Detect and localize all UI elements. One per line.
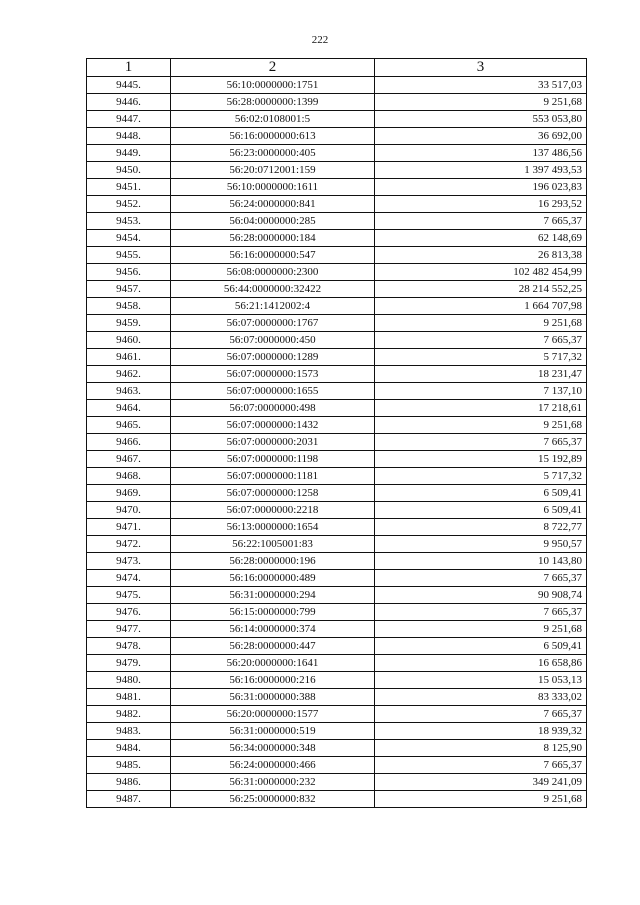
row-number: 9455.: [87, 247, 171, 264]
table-row: [87, 400, 587, 417]
cadastral-value: 7 665,37: [375, 434, 587, 451]
table-row: [87, 723, 587, 740]
cadastral-number: 56:24:0000000:466: [171, 757, 375, 774]
row-number: 9452.: [87, 196, 171, 213]
table-row: [87, 672, 587, 689]
row-number: 9485.: [87, 757, 171, 774]
cadastral-value: 7 137,10: [375, 383, 587, 400]
cadastral-value: 62 148,69: [375, 230, 587, 247]
cadastral-value: 8 125,90: [375, 740, 587, 757]
cadastral-number: 56:44:0000000:32422: [171, 281, 375, 298]
row-number: 9446.: [87, 94, 171, 111]
cadastral-number: 56:31:0000000:519: [171, 723, 375, 740]
cadastral-value: 15 053,13: [375, 672, 587, 689]
cadastral-number: 56:13:0000000:1654: [171, 519, 375, 536]
cadastral-number: 56:28:0000000:447: [171, 638, 375, 655]
row-number: 9454.: [87, 230, 171, 247]
cadastral-number: 56:21:1412002:4: [171, 298, 375, 315]
cadastral-number: 56:20:0000000:1641: [171, 655, 375, 672]
header-row: [87, 59, 587, 77]
cadastral-value: 36 692,00: [375, 128, 587, 145]
row-number: 9450.: [87, 162, 171, 179]
cadastral-number: 56:24:0000000:841: [171, 196, 375, 213]
table-body: [87, 77, 587, 808]
table-row: [87, 230, 587, 247]
cadastral-value: 553 053,80: [375, 111, 587, 128]
row-number: 9475.: [87, 587, 171, 604]
row-number: 9484.: [87, 740, 171, 757]
cadastral-value: 9 251,68: [375, 94, 587, 111]
row-number: 9456.: [87, 264, 171, 281]
cadastral-value: 9 251,68: [375, 791, 587, 808]
table-row: [87, 553, 587, 570]
cadastral-number: 56:16:0000000:547: [171, 247, 375, 264]
cadastral-value: 137 486,56: [375, 145, 587, 162]
table-row: [87, 757, 587, 774]
cadastral-number: 56:20:0000000:1577: [171, 706, 375, 723]
row-number: 9479.: [87, 655, 171, 672]
row-number: 9466.: [87, 434, 171, 451]
cadastral-value: 196 023,83: [375, 179, 587, 196]
table-row: [87, 315, 587, 332]
cadastral-number: 56:34:0000000:348: [171, 740, 375, 757]
cadastral-value: 18 939,32: [375, 723, 587, 740]
column-header-3: 3: [375, 59, 587, 77]
table-row: [87, 502, 587, 519]
cadastral-number: 56:28:0000000:196: [171, 553, 375, 570]
cadastral-value: 102 482 454,99: [375, 264, 587, 281]
cadastral-number: 56:16:0000000:216: [171, 672, 375, 689]
row-number: 9473.: [87, 553, 171, 570]
row-number: 9459.: [87, 315, 171, 332]
table-row: [87, 179, 587, 196]
cadastral-value: 7 665,37: [375, 604, 587, 621]
row-number: 9470.: [87, 502, 171, 519]
table-row: [87, 111, 587, 128]
row-number: 9447.: [87, 111, 171, 128]
column-header-1: 1: [87, 59, 171, 77]
row-number: 9476.: [87, 604, 171, 621]
cadastral-number: 56:07:0000000:1258: [171, 485, 375, 502]
cadastral-number: 56:02:0108001:5: [171, 111, 375, 128]
table-row: [87, 298, 587, 315]
cadastral-value: 7 665,37: [375, 213, 587, 230]
cadastral-number: 56:16:0000000:489: [171, 570, 375, 587]
table-row: [87, 655, 587, 672]
row-number: 9487.: [87, 791, 171, 808]
row-number: 9445.: [87, 77, 171, 94]
row-number: 9469.: [87, 485, 171, 502]
row-number: 9449.: [87, 145, 171, 162]
cadastral-number: 56:14:0000000:374: [171, 621, 375, 638]
row-number: 9453.: [87, 213, 171, 230]
column-header-2: 2: [171, 59, 375, 77]
cadastral-number: 56:07:0000000:450: [171, 332, 375, 349]
cadastral-number: 56:10:0000000:1751: [171, 77, 375, 94]
row-number: 9463.: [87, 383, 171, 400]
row-number: 9486.: [87, 774, 171, 791]
table-row: [87, 264, 587, 281]
table-row: [87, 604, 587, 621]
table-row: [87, 349, 587, 366]
cadastral-number: 56:15:0000000:799: [171, 604, 375, 621]
cadastral-number: 56:07:0000000:498: [171, 400, 375, 417]
row-number: 9458.: [87, 298, 171, 315]
table-row: [87, 638, 587, 655]
table-row: [87, 706, 587, 723]
table-row: [87, 383, 587, 400]
table-row: [87, 791, 587, 808]
cadastral-value: 349 241,09: [375, 774, 587, 791]
row-number: 9482.: [87, 706, 171, 723]
cadastral-value: 28 214 552,25: [375, 281, 587, 298]
cadastral-number: 56:10:0000000:1611: [171, 179, 375, 196]
row-number: 9461.: [87, 349, 171, 366]
row-number: 9483.: [87, 723, 171, 740]
row-number: 9464.: [87, 400, 171, 417]
row-number: 9480.: [87, 672, 171, 689]
cadastral-value: 18 231,47: [375, 366, 587, 383]
row-number: 9448.: [87, 128, 171, 145]
cadastral-value: 9 251,68: [375, 315, 587, 332]
row-number: 9451.: [87, 179, 171, 196]
cadastral-value: 16 658,86: [375, 655, 587, 672]
cadastral-value: 90 908,74: [375, 587, 587, 604]
cadastral-number: 56:07:0000000:1432: [171, 417, 375, 434]
table-row: [87, 740, 587, 757]
table-row: [87, 774, 587, 791]
row-number: 9462.: [87, 366, 171, 383]
cadastral-value: 9 251,68: [375, 417, 587, 434]
table-row: [87, 366, 587, 383]
row-number: 9465.: [87, 417, 171, 434]
cadastral-number: 56:07:0000000:2218: [171, 502, 375, 519]
table-row: [87, 468, 587, 485]
table-header: [87, 59, 587, 77]
table-row: [87, 213, 587, 230]
cadastral-value: 7 665,37: [375, 706, 587, 723]
table-row: [87, 689, 587, 706]
cadastral-number: 56:07:0000000:1573: [171, 366, 375, 383]
cadastral-value: 7 665,37: [375, 570, 587, 587]
cadastral-number: 56:07:0000000:1181: [171, 468, 375, 485]
cadastral-number: 56:07:0000000:1198: [171, 451, 375, 468]
table-row: [87, 570, 587, 587]
cadastral-number: 56:16:0000000:613: [171, 128, 375, 145]
row-number: 9460.: [87, 332, 171, 349]
cadastral-number: 56:28:0000000:184: [171, 230, 375, 247]
row-number: 9478.: [87, 638, 171, 655]
cadastral-value: 26 813,38: [375, 247, 587, 264]
table-row: [87, 519, 587, 536]
cadastral-value: 83 333,02: [375, 689, 587, 706]
cadastral-number: 56:31:0000000:232: [171, 774, 375, 791]
table-row: [87, 196, 587, 213]
table-row: [87, 281, 587, 298]
cadastral-number: 56:31:0000000:294: [171, 587, 375, 604]
table-row: [87, 434, 587, 451]
cadastral-value: 9 950,57: [375, 536, 587, 553]
cadastral-value: 6 509,41: [375, 502, 587, 519]
cadastral-value: 6 509,41: [375, 638, 587, 655]
table-row: [87, 77, 587, 94]
cadastral-number: 56:07:0000000:2031: [171, 434, 375, 451]
cadastral-value: 17 218,61: [375, 400, 587, 417]
cadastral-number: 56:31:0000000:388: [171, 689, 375, 706]
cadastral-value: 5 717,32: [375, 468, 587, 485]
row-number: 9477.: [87, 621, 171, 638]
row-number: 9481.: [87, 689, 171, 706]
table-row: [87, 94, 587, 111]
cadastral-number: 56:28:0000000:1399: [171, 94, 375, 111]
page-number: 222: [311, 34, 329, 46]
table-row: [87, 536, 587, 553]
row-number: 9471.: [87, 519, 171, 536]
table-row: [87, 162, 587, 179]
table-row: [87, 145, 587, 162]
cadastral-value: 16 293,52: [375, 196, 587, 213]
cadastral-number: 56:07:0000000:1655: [171, 383, 375, 400]
registry-table: [86, 58, 587, 808]
cadastral-value: 9 251,68: [375, 621, 587, 638]
cadastral-value: 8 722,77: [375, 519, 587, 536]
cadastral-number: 56:07:0000000:1767: [171, 315, 375, 332]
cadastral-number: 56:20:0712001:159: [171, 162, 375, 179]
cadastral-number: 56:04:0000000:285: [171, 213, 375, 230]
table-row: [87, 451, 587, 468]
row-number: 9457.: [87, 281, 171, 298]
cadastral-number: 56:07:0000000:1289: [171, 349, 375, 366]
table-row: [87, 621, 587, 638]
cadastral-value: 1 664 707,98: [375, 298, 587, 315]
row-number: 9468.: [87, 468, 171, 485]
table-row: [87, 417, 587, 434]
cadastral-value: 15 192,89: [375, 451, 587, 468]
table-row: [87, 332, 587, 349]
cadastral-number: 56:08:0000000:2300: [171, 264, 375, 281]
cadastral-value: 10 143,80: [375, 553, 587, 570]
row-number: 9467.: [87, 451, 171, 468]
table-row: [87, 485, 587, 502]
cadastral-value: 5 717,32: [375, 349, 587, 366]
cadastral-number: 56:25:0000000:832: [171, 791, 375, 808]
table-row: [87, 247, 587, 264]
cadastral-number: 56:22:1005001:83: [171, 536, 375, 553]
cadastral-value: 7 665,37: [375, 757, 587, 774]
table-row: [87, 587, 587, 604]
row-number: 9474.: [87, 570, 171, 587]
table-row: [87, 128, 587, 145]
cadastral-value: 33 517,03: [375, 77, 587, 94]
cadastral-value: 1 397 493,53: [375, 162, 587, 179]
cadastral-value: 6 509,41: [375, 485, 587, 502]
row-number: 9472.: [87, 536, 171, 553]
cadastral-number: 56:23:0000000:405: [171, 145, 375, 162]
cadastral-value: 7 665,37: [375, 332, 587, 349]
